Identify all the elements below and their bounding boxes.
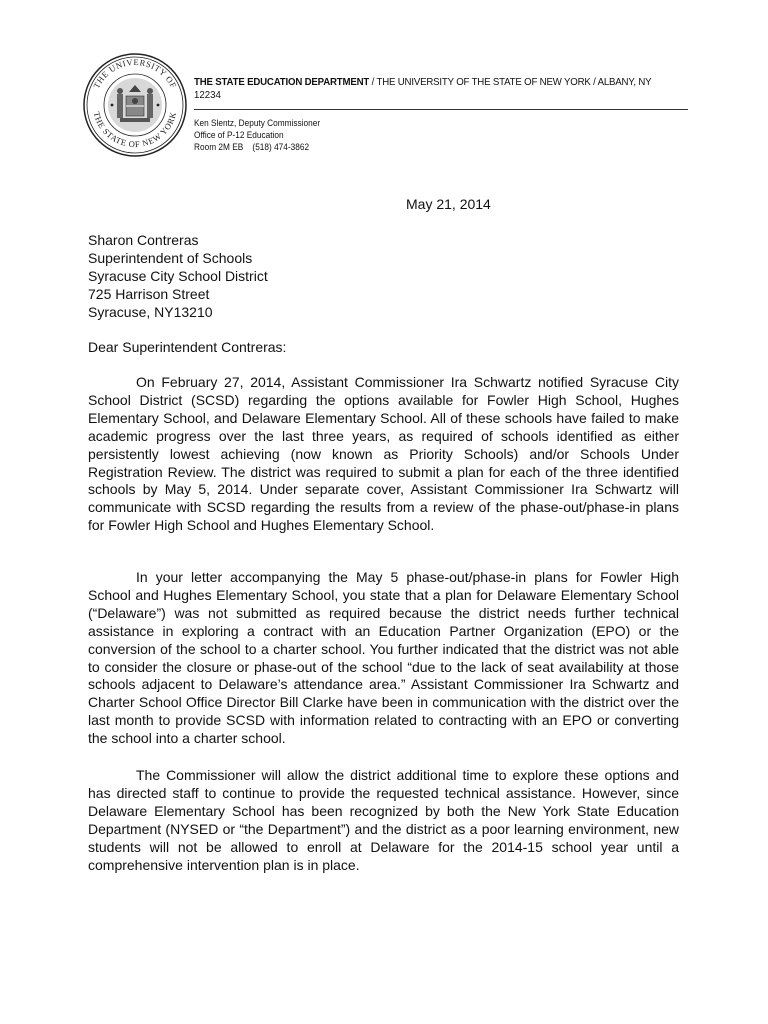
letterhead-rule — [194, 109, 688, 110]
letterhead — [194, 76, 688, 102]
svg-text:THE STATE OF NEW YORK: THE STATE OF NEW YORK — [91, 110, 179, 150]
department-name: THE STATE EDUCATION DEPARTMENT — [194, 76, 370, 88]
recipient-organization: Syracuse City School District — [88, 268, 268, 284]
university-line: / THE UNIVERSITY OF THE STATE OF NEW YORK / ALBANY, NY — [369, 76, 652, 88]
sender-name: Ken Slentz, Deputy Commissioner — [194, 118, 321, 128]
sender-room-phone: Room 2M EB (518) 474-3862 — [194, 142, 310, 152]
letterhead-line — [194, 76, 652, 89]
sender-contact — [194, 117, 320, 153]
recipient-street: 725 Harrison Street — [88, 286, 210, 302]
letter-date: May 21, 2014 — [406, 196, 491, 212]
new-york-state-seal-icon — [82, 52, 188, 158]
recipient-title: Superintendent of Schools — [88, 250, 253, 266]
body-paragraph-2: In your letter accompanying the May 5 phase-out/phase-in plans for Fowler High School and Hughes Elementary School, you state that a plan for Delaware Elementary School (“Delaware”) was not submitted as required because the district needs further technical assistance in exploring a contract with an Education Partner Organization (EPO) or the conversion of the school to a charter school. You further indicated that the district was not able to consider the closure or phase-out of the school “due to the lack of seat availability at those schools adjacent to Delaware’s attendance area.” Assistant Commissioner Ira Schwartz and Charter School Office Director Bill Clarke have been in communication with the district over the last month to provide SCSD with information related to contracting with an EPO or converting the school into a charter school. — [88, 569, 679, 747]
sender-office: Office of P-12 Education — [194, 130, 284, 140]
recipient-name: Sharon Contreras — [88, 232, 199, 248]
letterhead-zip: 12234 — [194, 89, 221, 101]
body-paragraph-1: On February 27, 2014, Assistant Commissioner Ira Schwartz notified Syracuse City School District (SCSD) regarding the options available for Fowler High School, Hughes Elementary School, and Delaware Elementary School. All of these schools have failed to make academic progress over the last three years, as required of schools identified as either persistently lowest achieving (now known as Priority Schools) and/or Schools Under Registration Review. The district was required to submit a plan for each of the three identified schools by May 5, 2014. Under separate cover, Assistant Commissioner Ira Schwartz will communicate with SCSD regarding the results from a review of the phase-out/phase-in plans for Fowler High School and Hughes Elementary School. — [88, 374, 679, 534]
body-paragraph-3: The Commissioner will allow the district additional time to explore these options and has directed staff to continue to provide the requested technical assistance. However, since Delaware Elementary School has been recognized by both the New York State Education Department (NYSED or “the Department”) and the district as a poor learning environment, new students will not be allowed to enroll at Delaware for the 2014-15 school year until a comprehensive intervention plan is in place. — [88, 767, 679, 873]
recipient-address — [88, 231, 268, 321]
salutation: Dear Superintendent Contreras: — [88, 339, 287, 355]
recipient-city: Syracuse, NY13210 — [88, 304, 213, 320]
svg-text:THE UNIVERSITY OF: THE UNIVERSITY OF — [91, 56, 179, 90]
